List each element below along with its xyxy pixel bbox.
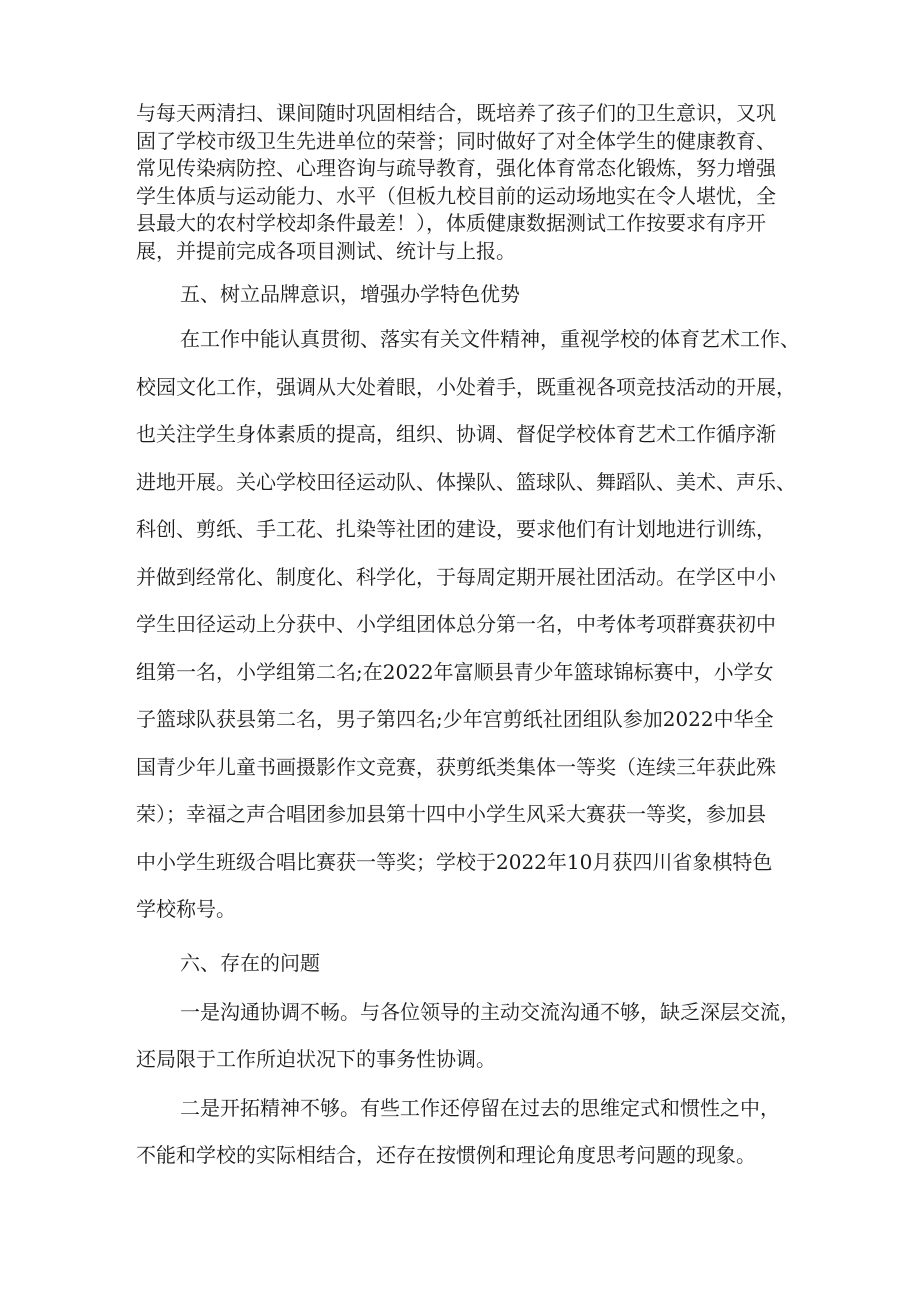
text-line: 学校称号。 xyxy=(136,897,236,921)
text-line: 并做到经常化、制度化、科学化，于每周定期开展社团活动。在学区中小 xyxy=(136,565,776,589)
text-line: 县最大的农村学校却条件最差！），体质健康数据测试工作按要求有序开 xyxy=(136,211,766,235)
text-line: 子篮球队获县第二名，男子第四名;少年宫剪纸社团组队参加2022中华全 xyxy=(136,707,774,731)
text-line: 组第一名，小学组第二名;在2022年富顺县青少年篮球锦标赛中，小学女 xyxy=(136,660,774,684)
text-line: 不能和学校的实际相结合，还存在按惯例和理论角度思考问题的现象。 xyxy=(136,1143,756,1167)
text-line: 国青少年儿童书画摄影作文竞赛，获剪纸类集体一等奖（连续三年获此殊 xyxy=(136,755,776,779)
text-line: 一是沟通协调不畅。与各位领导的主动交流沟通不够，缺乏深层交流， xyxy=(180,1000,800,1024)
text-line: 与每天两清扫、课间随时巩固相结合，既培养了孩子们的卫生意识，又巩 xyxy=(136,101,776,125)
text-line: 进地开展。关心学校田径运动队、体操队、篮球队、舞蹈队、美术、声乐、 xyxy=(136,470,796,494)
text-line: 荣）；幸福之声合唱团参加县第十四中小学生风采大赛获一等奖，参加县 xyxy=(136,802,766,826)
text-line: 二是开拓精神不够。有些工作还停留在过去的思维定式和惯性之中， xyxy=(180,1096,780,1120)
text-line: 固了学校市级卫生先进单位的荣誉；同时做好了对全体学生的健康教育、 xyxy=(136,129,776,153)
section-heading-problems: 六、存在的问题 xyxy=(180,951,320,975)
text-line: 展，并提前完成各项目测试、统计与上报。 xyxy=(136,239,516,263)
section-heading-brand: 五、树立品牌意识，增强办学特色优势 xyxy=(180,282,520,306)
text-line: 学生田径运动上分获中、小学组团体总分第一名，中考体考项群赛获初中 xyxy=(136,612,776,636)
text-line: 还局限于工作所迫状况下的事务性协调。 xyxy=(136,1047,496,1071)
text-line: 中小学生班级合唱比赛获一等奖；学校于2022年10月获四川省象棋特色 xyxy=(136,850,773,874)
text-line: 也关注学生身体素质的提高，组织、协调、督促学校体育艺术工作循序渐 xyxy=(136,422,776,446)
text-line: 科创、剪纸、手工花、扎染等社团的建设，要求他们有计划地进行训练， xyxy=(136,517,776,541)
text-line: 在工作中能认真贯彻、落实有关文件精神，重视学校的体育艺术工作、 xyxy=(180,327,800,351)
text-line: 学生体质与运动能力、水平（但板九校目前的运动场地实在令人堪忧，全 xyxy=(136,184,776,208)
text-line: 常见传染病防控、心理咨询与疏导教育，强化体育常态化锻炼，努力增强 xyxy=(136,156,776,180)
text-line: 校园文化工作，强调从大处着眼，小处着手，既重视各项竞技活动的开展， xyxy=(136,375,796,399)
